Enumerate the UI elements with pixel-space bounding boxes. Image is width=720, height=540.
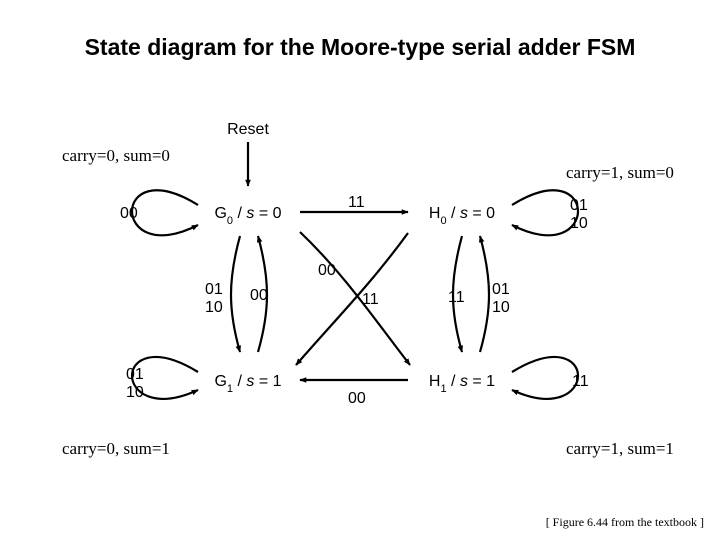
note-h1: carry=1, sum=1 [566, 439, 674, 458]
note-g1: carry=0, sum=1 [62, 439, 170, 458]
h0-self-loop [512, 190, 578, 235]
g0-self-loop [132, 190, 198, 235]
g1-to-g0-label: 00 [250, 287, 268, 304]
state-g1: $G_1 / s = 1$ [214, 373, 282, 395]
page-title: State diagram for the Moore-type serial adder FSM [84, 34, 636, 60]
g0-self-label: 00 [120, 205, 138, 222]
h0-to-g1-label: 00 [318, 262, 336, 279]
figure-caption: [ Figure 6.44 from the textbook ] [545, 515, 704, 529]
h1-to-h0-label-2: 10 [492, 299, 510, 316]
g0-to-g1-label-2: 10 [205, 299, 223, 316]
reset-label: Reset [227, 121, 269, 138]
h0-to-h1-label: 11 [448, 289, 465, 306]
g0-to-h0-label: 11 [348, 194, 365, 211]
h1-self-loop [512, 357, 578, 399]
h1-self-label: 11 [572, 373, 589, 390]
state-h0: $H_0 / s = 0$ [428, 205, 496, 227]
h1-to-g1-label: 00 [348, 390, 366, 407]
g0-to-g1-label-1: 01 [205, 281, 223, 298]
g1-self-label-1: 01 [126, 366, 144, 383]
h1-to-h0-edge [480, 236, 489, 352]
note-g0: carry=0, sum=0 [62, 146, 170, 165]
h1-to-h0-label-1: 01 [492, 281, 510, 298]
note-h0: carry=1, sum=0 [566, 163, 674, 182]
state-h1: $H_1 / s = 1$ [428, 373, 496, 395]
h0-to-g1-edge [296, 233, 408, 365]
g1-to-h0-label: 11 [362, 291, 379, 308]
h0-self-label-1: 01 [570, 197, 588, 214]
h0-self-label-2: 10 [570, 215, 588, 232]
state-g0: $G_0 / s = 0$ [214, 205, 282, 227]
g0-to-g1-edge [231, 236, 240, 352]
g1-self-label-2: 10 [126, 384, 144, 401]
